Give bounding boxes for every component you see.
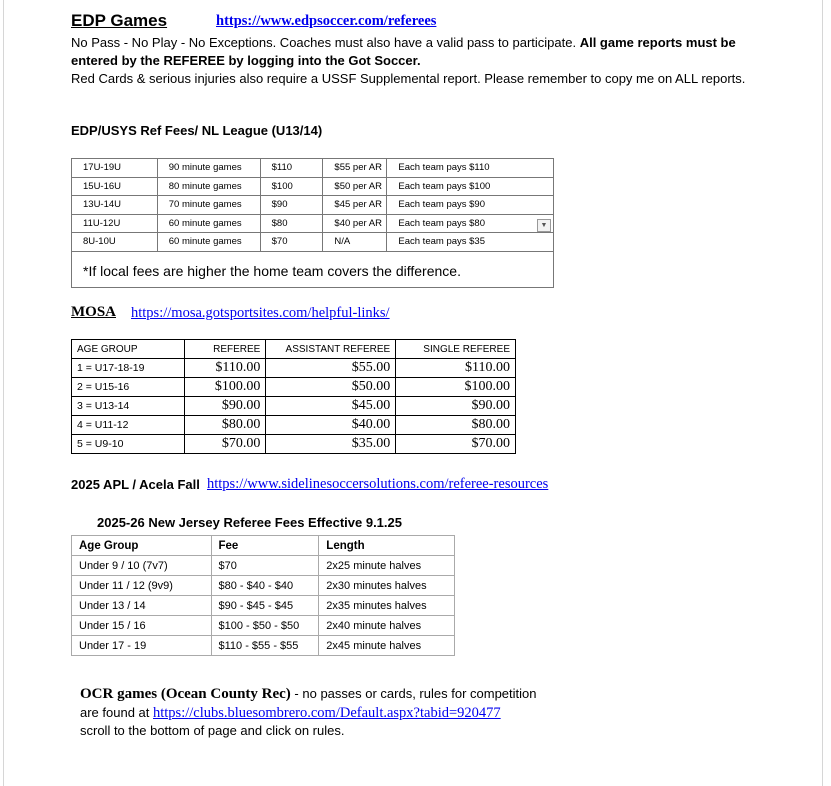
table-row (72, 556, 455, 576)
duration-cell: 80 minute games (157, 177, 260, 196)
apl-title: 2025 APL / Acela Fall (71, 477, 200, 492)
table-row (72, 214, 554, 233)
table-row (72, 435, 516, 454)
table-row (72, 596, 455, 616)
group-cell: 1 = U17-18-19 (72, 359, 185, 378)
team-cell: Each team pays $90 (387, 196, 554, 215)
assistant-cell: $35.00 (266, 435, 396, 454)
fee-cell: $100 (260, 177, 323, 196)
mosa-title: MOSA (71, 304, 116, 320)
duration-cell: 60 minute games (157, 214, 260, 233)
page-left-edge (3, 0, 4, 786)
table-row (72, 233, 554, 252)
fee-cell: $80 (260, 214, 323, 233)
group-cell: 4 = U11-12 (72, 416, 185, 435)
team-cell[interactable]: Each team pays $80 (387, 214, 554, 233)
fee-cell: $70 (211, 556, 319, 576)
age-cell: 13U-14U (72, 196, 158, 215)
table-row (72, 416, 516, 435)
ar-cell: $45 per AR (323, 196, 387, 215)
table-row (72, 159, 554, 178)
header-fee: Fee (211, 536, 319, 556)
group-cell: Under 9 / 10 (7v7) (72, 556, 212, 576)
header-assistant-referee: ASSISTANT REFEREE (266, 340, 396, 359)
apl-link[interactable]: https://www.sidelinesoccersolutions.com/referee-resources (207, 476, 549, 492)
note-row (72, 251, 554, 287)
nj-fees-table (71, 535, 455, 656)
fee-cell: $90 - $45 - $45 (211, 596, 319, 616)
age-cell: 8U-10U (72, 233, 158, 252)
group-cell: Under 13 / 14 (72, 596, 212, 616)
referee-cell: $110.00 (184, 359, 266, 378)
header-age-group: Age Group (72, 536, 212, 556)
group-cell: 3 = U13-14 (72, 397, 185, 416)
header-length: Length (319, 536, 455, 556)
local-fees-note: *If local fees are higher the home team covers the difference. (72, 251, 554, 287)
length-cell: 2x45 minute halves (319, 636, 455, 656)
age-cell: 17U-19U (72, 159, 158, 178)
referee-cell: $80.00 (184, 416, 266, 435)
referee-cell: $70.00 (184, 435, 266, 454)
assistant-cell: $55.00 (266, 359, 396, 378)
ar-cell: $50 per AR (323, 177, 387, 196)
referee-cell: $90.00 (184, 397, 266, 416)
length-cell: 2x35 minutes halves (319, 596, 455, 616)
mosa-fees-table (71, 339, 516, 454)
duration-cell: 90 minute games (157, 159, 260, 178)
single-cell: $90.00 (396, 397, 516, 416)
ocr-title: OCR games (Ocean County Rec) (80, 686, 291, 702)
referee-cell: $100.00 (184, 378, 266, 397)
ocr-rules-line (80, 705, 501, 722)
page-right-edge (822, 0, 823, 786)
edp-intro (71, 34, 761, 88)
assistant-cell: $50.00 (266, 378, 396, 397)
fee-cell: $70 (260, 233, 323, 252)
fee-cell: $110 (260, 159, 323, 178)
mosa-link[interactable]: https://mosa.gotsportsites.com/helpful-links/ (131, 305, 390, 321)
ocr-instructions: scroll to the bottom of page and click on rules. (80, 723, 345, 738)
age-cell: 15U-16U (72, 177, 158, 196)
length-cell: 2x25 minute halves (319, 556, 455, 576)
ar-cell: N/A (323, 233, 387, 252)
age-cell: 11U-12U (72, 214, 158, 233)
ocr-description: no passes or cards, rules for competition (302, 686, 537, 701)
length-cell: 2x40 minute halves (319, 616, 455, 636)
table-header-row (72, 340, 516, 359)
table-header-row (72, 536, 455, 556)
assistant-cell: $40.00 (266, 416, 396, 435)
table-row (72, 397, 516, 416)
group-cell: 2 = U15-16 (72, 378, 185, 397)
header-age-group: AGE GROUP (72, 340, 185, 359)
group-cell: 5 = U9-10 (72, 435, 185, 454)
edp-fees-table (71, 158, 554, 288)
edp-fees-heading: EDP/USYS Ref Fees/ NL League (U13/14) (71, 123, 323, 138)
ar-cell: $55 per AR (323, 159, 387, 178)
group-cell: Under 17 - 19 (72, 636, 212, 656)
single-cell: $100.00 (396, 378, 516, 397)
fee-cell: $90 (260, 196, 323, 215)
team-cell: Each team pays $100 (387, 177, 554, 196)
table-row (72, 378, 516, 397)
fee-cell: $110 - $55 - $55 (211, 636, 319, 656)
length-cell: 2x30 minutes halves (319, 576, 455, 596)
team-cell: Each team pays $35 (387, 233, 554, 252)
group-cell: Under 15 / 16 (72, 616, 212, 636)
ocr-rules-prefix: are found at (80, 705, 153, 720)
fee-cell: $80 - $40 - $40 (211, 576, 319, 596)
dropdown-arrow-icon[interactable]: ▼ (537, 219, 551, 232)
ocr-heading-line (80, 686, 536, 703)
table-row (72, 177, 554, 196)
header-single-referee: SINGLE REFEREE (396, 340, 516, 359)
single-cell: $70.00 (396, 435, 516, 454)
table-row (72, 576, 455, 596)
table-row (72, 196, 554, 215)
intro-bold-text: All game reports must be entered by the REFEREE by logging into the Got Soccer. (71, 35, 736, 68)
team-cell: Each team pays $110 (387, 159, 554, 178)
duration-cell: 70 minute games (157, 196, 260, 215)
header-referee: REFEREE (184, 340, 266, 359)
assistant-cell: $45.00 (266, 397, 396, 416)
single-cell: $80.00 (396, 416, 516, 435)
single-cell: $110.00 (396, 359, 516, 378)
nj-fees-title: 2025-26 New Jersey Referee Fees Effective 9.1.25 (97, 515, 402, 530)
table-row (72, 636, 455, 656)
edp-title: EDP Games (71, 11, 168, 30)
ar-cell: $40 per AR (323, 214, 387, 233)
intro-text: No Pass - No Play - No Exceptions. Coaches must also have a valid pass to participate. (71, 35, 580, 50)
table-row (72, 359, 516, 378)
table-row (72, 616, 455, 636)
ocr-dash: - (290, 686, 303, 701)
fee-cell: $100 - $50 - $50 (211, 616, 319, 636)
duration-cell: 60 minute games (157, 233, 260, 252)
ocr-link[interactable]: https://clubs.bluesombrero.com/Default.aspx?tabid=920477 (153, 705, 501, 721)
group-cell: Under 11 / 12 (9v9) (72, 576, 212, 596)
edp-link[interactable]: https://www.edpsoccer.com/referees (216, 13, 437, 29)
intro-red-cards-text: Red Cards & serious injuries also require a USSF Supplemental report. Please remember to copy me on ALL reports. (71, 71, 746, 86)
